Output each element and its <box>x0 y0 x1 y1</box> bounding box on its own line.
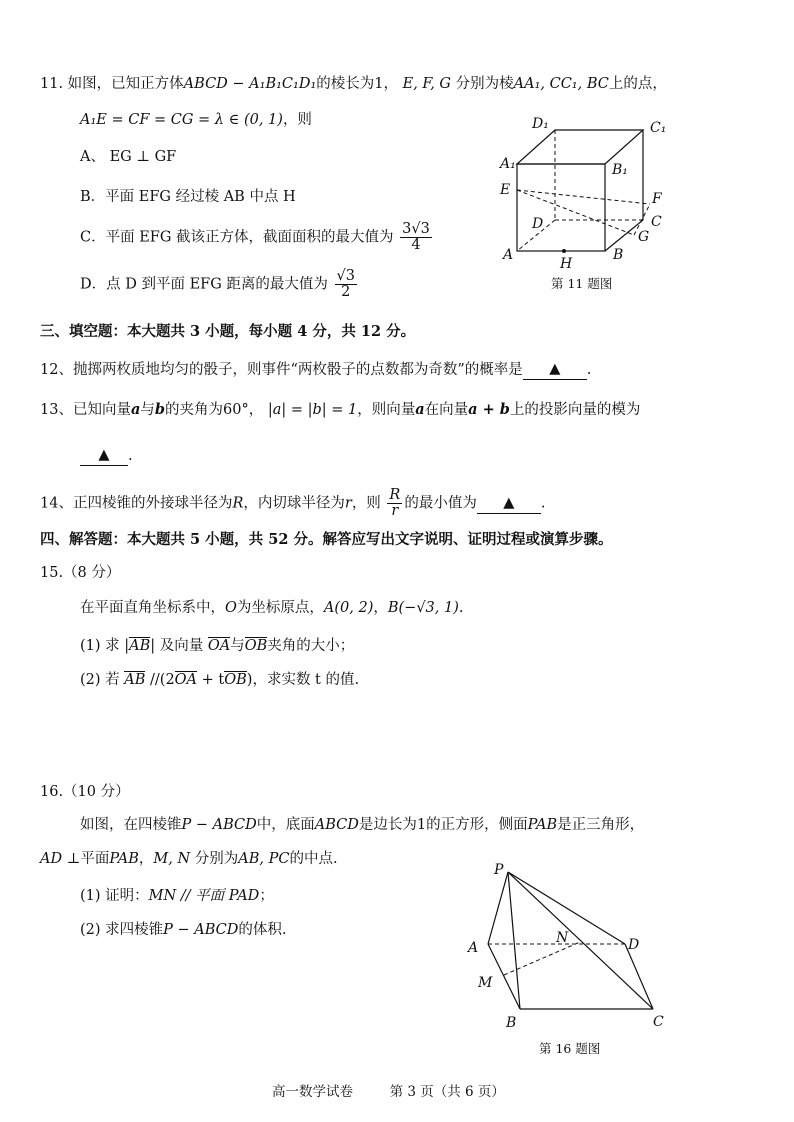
q16-line2: AD ⊥平面PAB，M, N 分别为AB, PC的中点. <box>40 851 338 867</box>
top-face <box>517 130 643 164</box>
q15-heading: 15.（8 分） <box>40 565 121 581</box>
q16-heading: 16.（10 分） <box>40 784 130 800</box>
fraction: $\frac{3√3}{4}$ <box>402 221 430 253</box>
q15-part1: (1) 求 |AB| 及向量 OA与OB夹角的大小； <box>80 638 355 654</box>
label-d: D <box>628 937 640 953</box>
section-4-heading: 四、解答题：本大题共 5 小题，共 52 分。解答应写出文字说明、证明过程或演算步骤。 <box>40 531 613 548</box>
label-d: D <box>532 216 544 232</box>
q16-line1: 如图，在四棱锥P − ABCD中，底面ABCD是边长为1的正方形，侧面PAB是正三角形， <box>80 817 645 833</box>
q11-option-d: D．点 D 到平面 EFG 距离的最大值为 $\frac{√3}{2}$ <box>80 268 355 300</box>
label-a: A <box>503 247 514 263</box>
edge-cd <box>625 944 653 1009</box>
label-a: A <box>468 940 479 956</box>
label-b: B <box>613 247 624 263</box>
answer-blank: ▲ <box>523 359 587 380</box>
q11-option-b: B．平面 EFG 经过棱 AB 中点 H <box>80 189 296 205</box>
q16-pyramid-figure <box>460 860 680 1035</box>
label-c1: C₁ <box>650 120 667 136</box>
label-c: C <box>651 214 662 230</box>
q13-line2: ▲ . <box>80 446 133 467</box>
answer-blank: ▲ <box>477 493 541 514</box>
fraction: $\frac{√3}{2}$ <box>336 268 355 300</box>
q11-condition: A₁E = CF = CG = λ ∈ (0, 1)，则 <box>80 112 312 128</box>
label-d1: D₁ <box>532 116 549 132</box>
q11-stem-line1: 11. 如图，已知正方体ABCD − A₁B₁C₁D₁的棱长为1， E, F, G 分别为棱AA₁, CC₁, BC上的点， <box>40 76 667 92</box>
label-c: C <box>653 1014 664 1030</box>
footer-page-number: 第 3 页（共 6 页） <box>389 1084 505 1100</box>
label-g: G <box>638 229 650 245</box>
label-b1: B₁ <box>612 162 628 178</box>
q13-line1: 13、已知向量a与b的夹角为60°， |a| = |b| = 1，则向量a在向量a + b上的投影向量的模为 <box>40 401 641 418</box>
label-f: F <box>652 191 662 207</box>
front-face <box>517 164 605 251</box>
label-m: M <box>478 975 493 991</box>
q16-part2: (2) 求四棱锥P − ABCD的体积. <box>80 922 287 938</box>
section-3-heading: 三、填空题：本大题共 3 小题，每小题 4 分，共 12 分。 <box>40 323 416 340</box>
q15-part2: (2) 若 AB //(2OA + tOB)，求实数 t 的值. <box>80 672 360 688</box>
point-h <box>562 249 566 253</box>
q15-line1: 在平面直角坐标系中，O为坐标原点，A(0, 2)，B(−√3, 1). <box>80 600 464 616</box>
answer-blank: ▲ <box>80 445 128 466</box>
q11-option-c: C．平面 EFG 截该正方体，截面面积的最大值为 $\frac{3√3}{4}$ <box>80 221 430 253</box>
label-n: N <box>556 930 569 946</box>
q14: 14、正四棱锥的外接球半径为R，内切球半径为r，则 $\frac{R}{r}$ 的最小值为 ▲ . <box>40 487 546 519</box>
footer <box>272 1082 505 1102</box>
fraction: $\frac{R}{r}$ <box>389 487 401 519</box>
q11-figure-caption: 第 11 题图 <box>551 276 613 291</box>
label-a1: A₁ <box>500 156 516 172</box>
q11-option-a: A、 EG ⊥ GF <box>80 149 177 165</box>
q16-figure-caption: 第 16 题图 <box>539 1041 601 1056</box>
edge-pa <box>488 872 508 944</box>
q11-number: 11. <box>40 76 64 92</box>
q11-cube-figure <box>490 108 690 276</box>
footer-subject: 高一数学试卷 <box>272 1084 353 1100</box>
label-b: B <box>506 1015 517 1031</box>
q16-part1: (1) 证明：MN // 平面 PAD； <box>80 888 274 904</box>
label-e: E <box>500 182 511 198</box>
q12: 12、抛掷两枚质地均匀的骰子，则事件“两枚骰子的点数都为奇数”的概率是 ▲ . <box>40 361 592 378</box>
label-h: H <box>560 256 573 272</box>
line-ef <box>517 190 650 204</box>
label-p: P <box>494 862 504 878</box>
